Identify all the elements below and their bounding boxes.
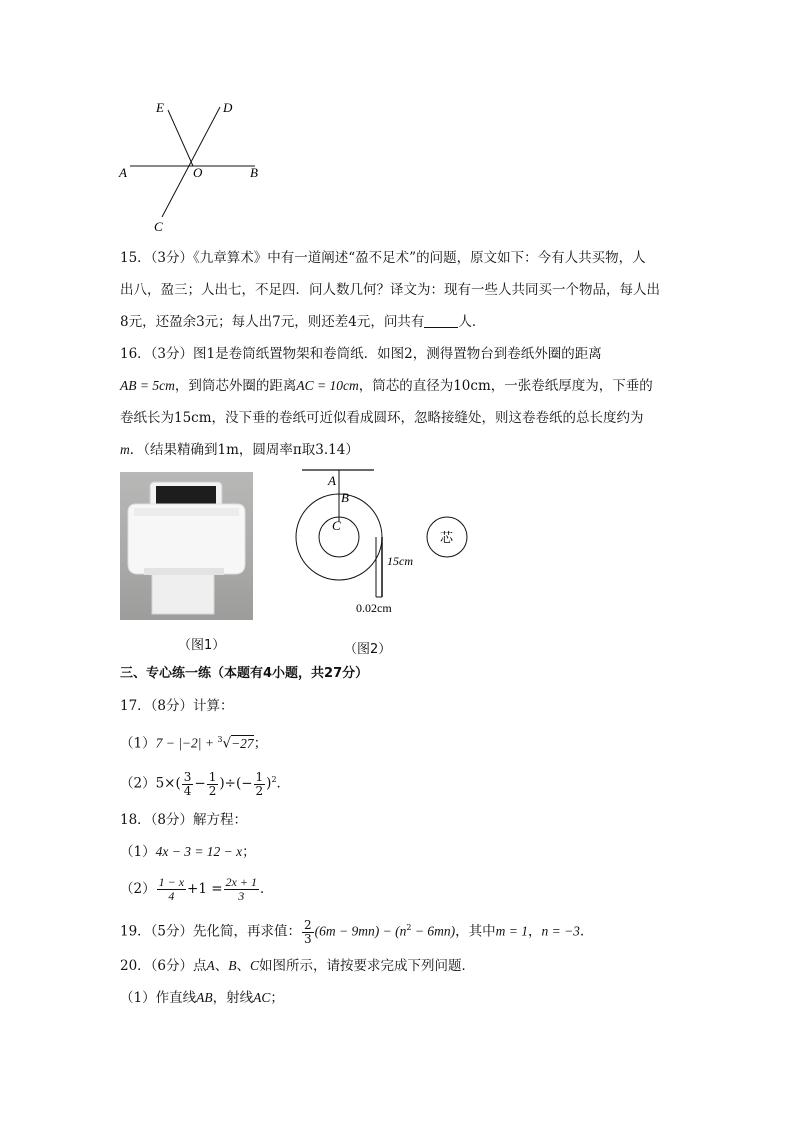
q15-line3 [120, 312, 485, 332]
figure2-caption: （图2） [344, 642, 392, 657]
exponent: 2 [271, 775, 277, 784]
q17-p2-a: 5×( [155, 775, 181, 792]
ray-AC-label: AC [253, 990, 271, 1005]
q17-p1-expr: 7 − |−2| + [155, 735, 218, 751]
radicand: −27 [231, 735, 254, 751]
q20-head-b: 如图所示，请按要求完成下列问题． [259, 958, 476, 974]
frac-den: 3 [304, 931, 312, 946]
point-B: B [228, 958, 237, 973]
fraction-1mx-4 [157, 876, 186, 903]
q19-expr2: − 6mn) [411, 923, 456, 939]
q20-head-a: 20．（6分）点 [120, 958, 207, 974]
q16-text3: 卷纸长为15cm，没下垂的卷纸可近似看成圆环，忽略接缝处，则这卷卷纸的总长度约为 [120, 410, 644, 426]
q15-line2 [120, 280, 660, 300]
q18-part2 [120, 876, 273, 903]
q15-line1 [120, 248, 646, 268]
radical-sign: √ [222, 735, 232, 752]
q19-sep: ， [527, 923, 542, 940]
q18-p1-label: （1） [120, 844, 156, 860]
figure1-caption: （图1） [178, 638, 226, 653]
q18-p2-mid: +1 = [187, 881, 223, 897]
fraction-1-2-b [254, 771, 266, 798]
q19-mid: ，其中 [455, 923, 496, 940]
fig2-label-A: A [328, 473, 336, 488]
q17-p2-b: )÷(− [219, 775, 253, 792]
label-O: O [193, 165, 203, 180]
answer-blank[interactable] [424, 313, 458, 328]
frac-den: 2 [255, 783, 264, 798]
q19-expr1: (6m − 9mn) − (n [314, 923, 407, 939]
q20-p1-end: ； [270, 990, 284, 1006]
q17-p2-end: ． [276, 775, 291, 792]
fig2-label-B: B [341, 490, 349, 505]
q19-line [120, 918, 593, 946]
frac-num: 1 [208, 769, 217, 784]
q18-p2-end: ． [259, 881, 274, 897]
q16-line1 [120, 344, 602, 364]
frac-num: 2x + 1 [225, 875, 257, 889]
q16-line3 [120, 408, 644, 428]
q15-text1: 15．（3分）《九章算术》中有一道阐述“盈不足术”的问题，原文如下：今有人共买物，人 [120, 250, 646, 266]
q16-line4 [120, 440, 359, 460]
label-E: E [156, 100, 164, 115]
q17-part1 [120, 730, 267, 754]
frac-den: 2 [208, 783, 217, 798]
fig2-label-C: C [332, 518, 341, 533]
q15-text3: 8元，还盈余3元；每人出7元，则还差4元，问共有 [120, 314, 425, 330]
q20-part1 [120, 988, 284, 1008]
figure2-diagram [290, 462, 480, 622]
label-B: B [250, 165, 258, 180]
frac-num: 1 − x [158, 875, 185, 889]
q16-line2 [120, 376, 653, 396]
fraction-2-3 [302, 919, 314, 946]
cube-root-index: 3 [217, 735, 223, 744]
fig2-thickness-label: 0.02cm [356, 601, 392, 615]
line-EO [168, 110, 193, 166]
q15-text3-end: 人． [458, 314, 486, 330]
q16-unit-m: m [120, 442, 130, 457]
q20-p1-b: ，射线 [212, 990, 254, 1006]
q17-p2-c: ) [266, 775, 272, 792]
fraction-2xp1-3 [224, 876, 259, 903]
q20-sep2: 、 [236, 958, 251, 974]
fraction-1-2 [207, 771, 219, 798]
frac-den: 4 [168, 889, 175, 903]
figure1-photo [120, 472, 253, 620]
q19-end: ． [579, 923, 594, 940]
q18-p2-label: （2） [120, 881, 156, 897]
q19-m-value: m = 1 [495, 923, 528, 939]
q17-p2-label: （2） [120, 775, 156, 792]
q18-p1-end: ； [242, 844, 256, 860]
frac-num: 2 [304, 917, 312, 932]
core-symbol-label: 芯 [440, 531, 454, 546]
line-AB-label: AB [196, 990, 213, 1005]
q17-part2 [120, 770, 290, 798]
frac-den: 3 [238, 889, 245, 903]
q16-text2-mid: ，到筒芯外圈的距离 [174, 378, 297, 394]
fig2-length-label: 15cm [387, 554, 413, 568]
intersecting-lines-figure [110, 95, 280, 240]
q20-head [120, 956, 475, 976]
q16-ab-value: AB = 5cm [120, 378, 175, 393]
q18-head: 18．（8分）解方程： [120, 812, 248, 828]
point-A: A [206, 958, 215, 973]
q19-head: 19．（5分）先化简，再求值： [120, 923, 302, 940]
label-A: A [119, 165, 127, 180]
point-C: C [250, 958, 260, 973]
frac-num: 3 [183, 769, 192, 784]
q17-head: 17．（8分）计算： [120, 698, 234, 714]
frac-num: 1 [255, 769, 264, 784]
q16-text1: 16．（3分）图1是卷筒纸置物架和卷筒纸．如图2，测得置物台到卷纸外圈的距离 [120, 346, 602, 362]
q18-p1-expr: 4x − 3 = 12 − x [155, 844, 243, 859]
q17-p1-end: ； [253, 735, 268, 752]
minus-sign: − [194, 775, 206, 792]
label-C: C [154, 219, 163, 234]
q18-part1 [120, 842, 256, 862]
q16-ac-value: AC = 10cm [296, 378, 359, 393]
exponent: 2 [406, 923, 412, 932]
toilet-paper-holder-illustration [120, 472, 253, 620]
q16-text4: ．（结果精确到1m，圆周率π取3.14） [129, 442, 359, 458]
section3-title: 三、专心练一练（本题有4小题，共27分） [120, 666, 369, 681]
q16-text2-end: ，筒芯的直径为10cm，一张卷纸厚度为，下垂的 [358, 378, 653, 394]
q15-text2: 出八，盈三；人出七，不足四．问人数几何？译文为：现有一些人共同买一个物品，每人出 [120, 282, 660, 298]
line-DC [162, 107, 220, 217]
fraction-3-4 [182, 771, 194, 798]
q19-n-value: n = −3 [541, 923, 580, 939]
q20-sep1: 、 [214, 958, 229, 974]
q20-p1-a: （1）作直线 [120, 990, 197, 1006]
q17-p1-label: （1） [120, 735, 156, 752]
frac-den: 4 [183, 783, 192, 798]
label-D: D [223, 100, 233, 115]
